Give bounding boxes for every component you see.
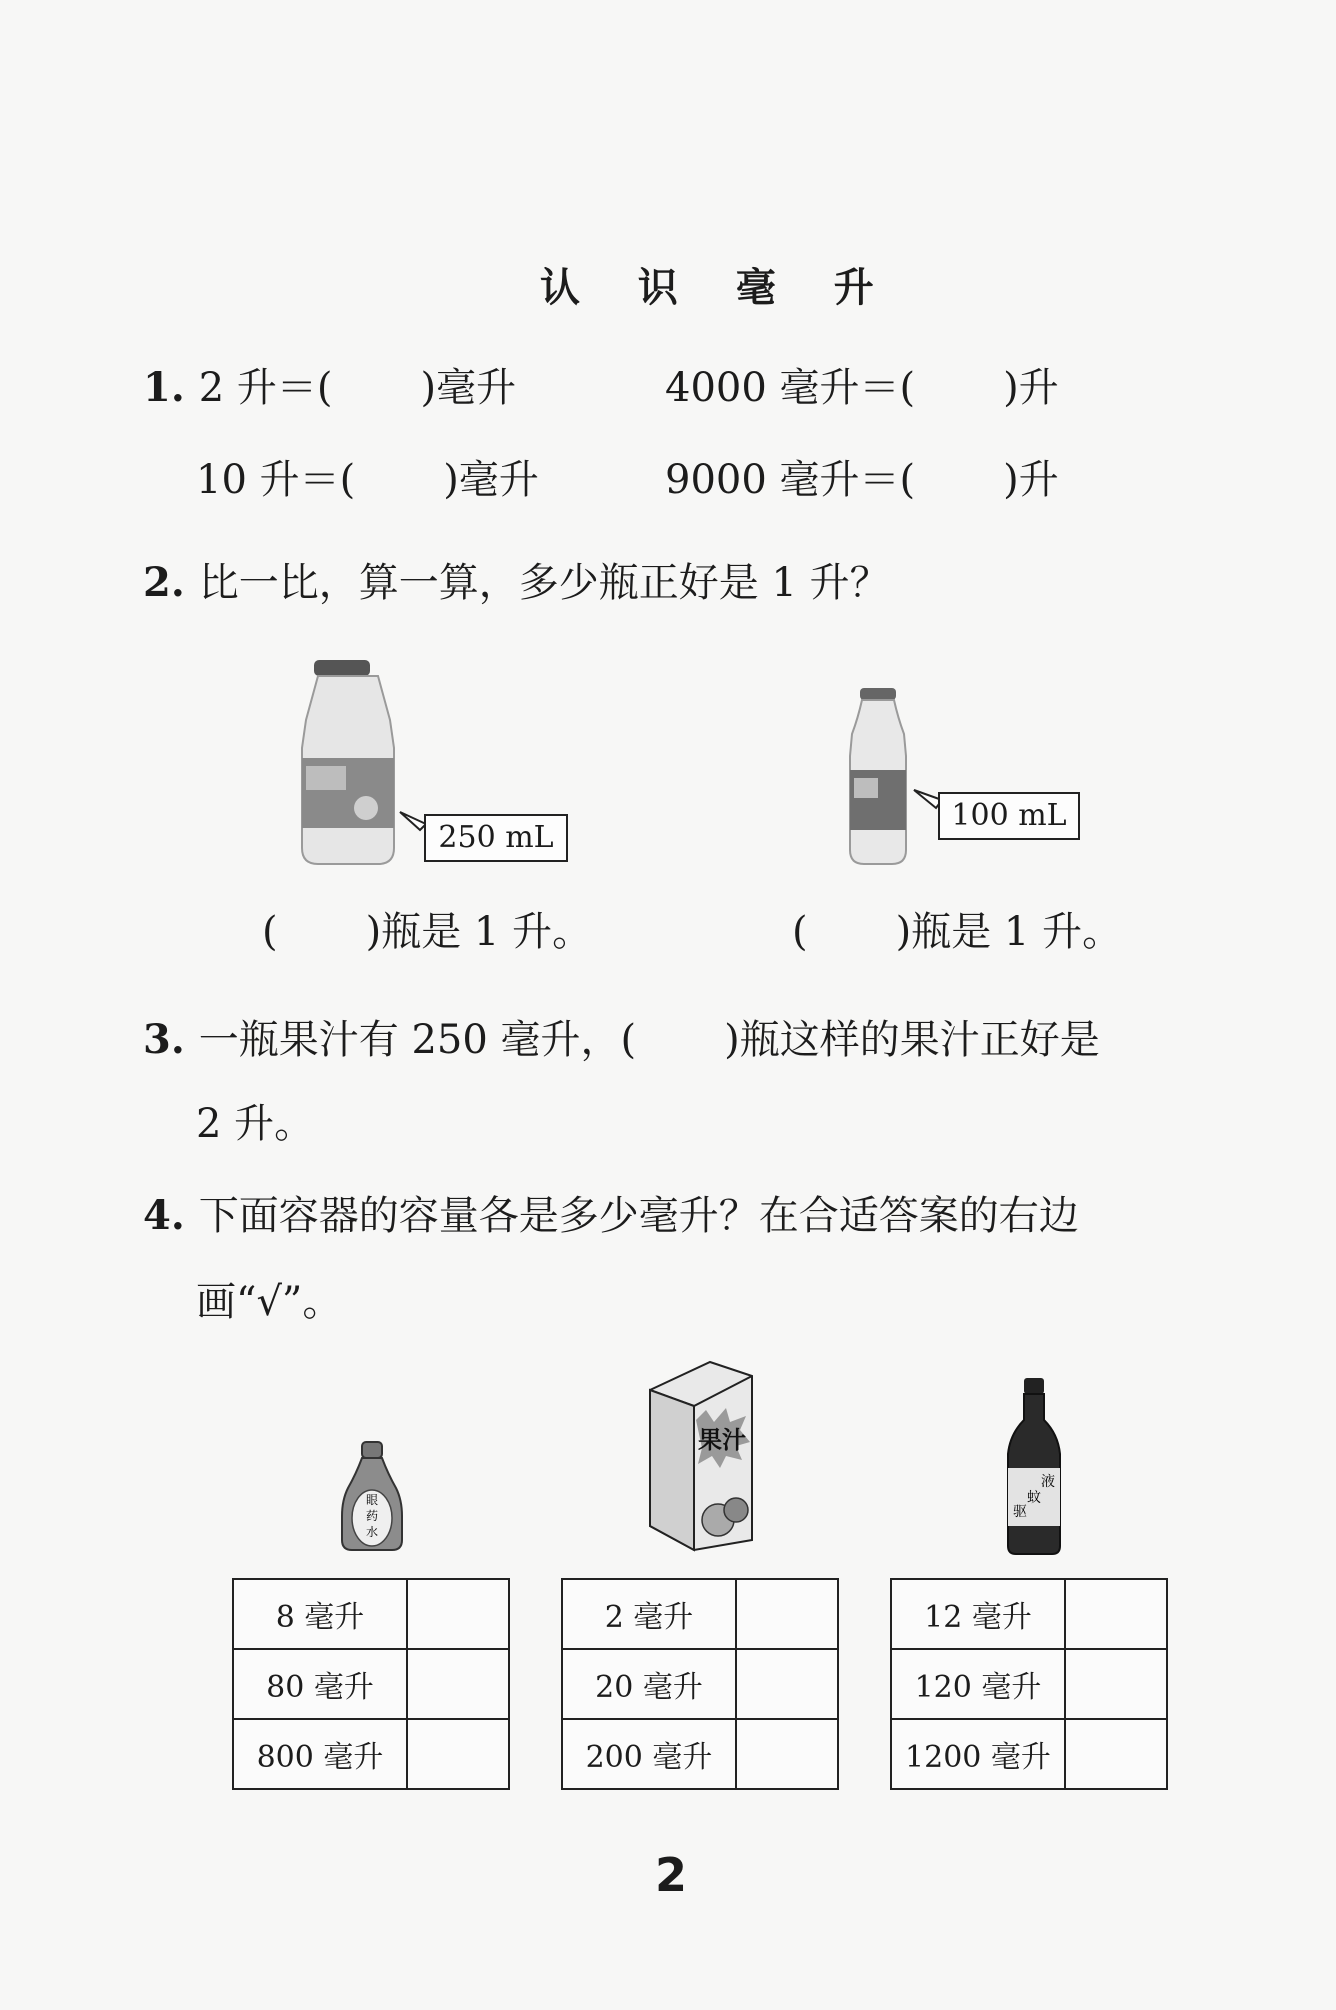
option-value: 20 毫升 (562, 1649, 736, 1719)
check-cell[interactable] (1065, 1649, 1167, 1719)
q1-row2-right (665, 456, 1059, 504)
q1-row1-right (665, 364, 1059, 412)
q2-ans2-suffix: )瓶是 1 升。 (895, 909, 1123, 955)
options-table-eyedrop (232, 1578, 510, 1790)
milk-bottle-small-image (846, 686, 910, 866)
eyedrop-label-2: 药 (365, 1509, 379, 1523)
q1-b2-prefix: 9000 毫升＝( (665, 457, 916, 503)
q1-a1-suffix: )毫升 (420, 365, 517, 411)
table-row (891, 1649, 1167, 1719)
q1-b1-prefix: 10 升＝( (196, 457, 356, 503)
carton-label: 果汁 (698, 1426, 746, 1454)
table-row (233, 1579, 509, 1649)
q1-row2-left (196, 456, 539, 504)
option-value: 120 毫升 (891, 1649, 1065, 1719)
check-cell[interactable] (407, 1719, 509, 1789)
table-row (562, 1719, 838, 1789)
check-cell[interactable] (1065, 1579, 1167, 1649)
q1-b2-suffix: )升 (1003, 457, 1059, 503)
check-cell[interactable] (736, 1719, 838, 1789)
q4-line1-text: 下面容器的容量各是多少毫升？在合适答案的右边 (198, 1193, 1079, 1239)
check-cell[interactable] (736, 1649, 838, 1719)
page-title: 认 识 毫 升 (540, 265, 896, 311)
check-cell[interactable] (407, 1579, 509, 1649)
q2-answer-2 (792, 908, 1122, 956)
table-row (562, 1649, 838, 1719)
option-value: 80 毫升 (233, 1649, 407, 1719)
table-row (891, 1719, 1167, 1789)
check-cell[interactable] (1065, 1719, 1167, 1789)
paren-open: ( (792, 909, 808, 955)
table-row (233, 1649, 509, 1719)
q1-a2-prefix: 4000 毫升＝( (665, 365, 916, 411)
table-row (233, 1719, 509, 1789)
juice-carton-image (648, 1360, 754, 1552)
page-number: 2 (655, 1848, 688, 1902)
eyedrop-label-1: 眼 (365, 1493, 379, 1507)
q1-a2-suffix: )升 (1003, 365, 1059, 411)
check-cell[interactable] (736, 1579, 838, 1649)
mosquito-repellent-bottle-image (1004, 1376, 1064, 1556)
q2-ans1-suffix: )瓶是 1 升。 (365, 909, 593, 955)
q2-text: 比一比，算一算，多少瓶正好是 1 升？ (198, 560, 890, 606)
milk-bottle-large-image (296, 658, 406, 868)
q3-line2: 2 升。 (196, 1101, 315, 1147)
q1-a1-prefix: 2 升＝( (198, 365, 333, 411)
option-value: 800 毫升 (233, 1719, 407, 1789)
option-value: 200 毫升 (562, 1719, 736, 1789)
q2-prompt (143, 559, 890, 607)
q4-line1 (143, 1192, 1079, 1240)
q3-number: 3. (143, 1016, 185, 1063)
bottle-label-2: 蚊 (1027, 1490, 1041, 1506)
paren-open: ( (262, 909, 278, 955)
q2-number: 2. (143, 559, 185, 606)
q1-row1-left (143, 364, 516, 412)
option-value: 12 毫升 (891, 1579, 1065, 1649)
table-row (562, 1579, 838, 1649)
q1-b1-suffix: )毫升 (443, 457, 539, 503)
check-cell[interactable] (407, 1649, 509, 1719)
option-value: 1200 毫升 (891, 1719, 1065, 1789)
options-table-juice (561, 1578, 839, 1790)
q4-line2: 画“√”。 (196, 1279, 343, 1325)
option-value: 2 毫升 (562, 1579, 736, 1649)
bottle-label-3: 驱 (1013, 1504, 1027, 1520)
bottle-label-1: 液 (1041, 1474, 1055, 1490)
bottle1-volume-label: 250 mL (424, 814, 568, 862)
bottle2-volume-label: 100 mL (938, 792, 1080, 840)
eye-drop-bottle-image (340, 1440, 404, 1552)
options-table-repellent (890, 1578, 1168, 1790)
eyedrop-label-3: 水 (365, 1525, 379, 1539)
q2-answer-1 (262, 908, 592, 956)
q1-number: 1. (143, 364, 185, 411)
option-value: 8 毫升 (233, 1579, 407, 1649)
q4-number: 4. (143, 1192, 185, 1239)
q3-line1-prefix: 一瓶果汁有 250 毫升，( (198, 1017, 637, 1063)
q3-line1-suffix: )瓶这样的果汁正好是 (724, 1017, 1100, 1063)
q3-line1 (143, 1016, 1100, 1064)
callout-pointer (396, 808, 426, 832)
table-row (891, 1579, 1167, 1649)
